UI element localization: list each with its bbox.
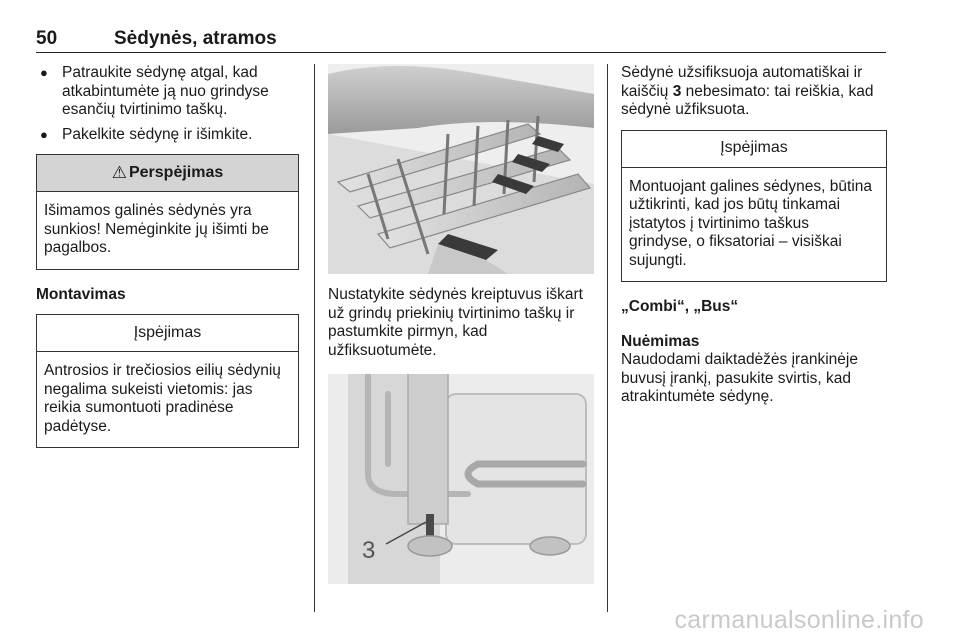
column-divider <box>607 64 608 612</box>
warning-title: Perspėjimas <box>128 163 224 181</box>
page-title: Sėdynės, atramos <box>114 28 277 49</box>
caution-body: Montuojant galines sėdynes, būtina užtikrinti, kad jos būtų tinkamai įstatytos į tvirtinimo taškus grindyse, o fiksatoriai – visiškai sujungti. <box>629 177 872 269</box>
seat-lock-pin-illustration <box>328 374 594 584</box>
column-2 <box>328 64 594 584</box>
subsection-heading: Nuėmimas <box>621 332 700 350</box>
page-header <box>36 26 886 53</box>
bullet-list <box>36 64 299 144</box>
lock-description: Sėdynė užsifiksuoja automatiškai ir kaiščių 3 nebesimato: tai reiškia, kad sėdynė užfiksuota. <box>621 64 874 118</box>
caution-box <box>621 130 887 283</box>
caution-header: Įspėjimas <box>622 131 886 168</box>
warning-header <box>37 155 298 192</box>
watermark: carmanualsonline.info <box>674 606 924 634</box>
caution-box <box>36 314 299 448</box>
column-1 <box>36 64 299 448</box>
bullet-icon: ● <box>40 65 48 80</box>
callout-label: 3 <box>362 537 376 564</box>
bullet-item: ● Pakelkite sėdynę ir išimkite. <box>40 125 253 143</box>
section-heading: Montavimas <box>36 285 126 303</box>
callout-reference: 3 <box>672 82 682 100</box>
section-heading: „Combi“, „Bus“ <box>621 298 739 315</box>
seat-rail-illustration <box>328 64 594 274</box>
removal-text: Naudodami daiktadėžės įrankinėje buvusį įrankį, pasukite svirtis, kad atrakintumėte sėdynę. <box>621 351 858 405</box>
page-number: 50 <box>36 28 58 49</box>
bullet-icon: ● <box>40 126 48 142</box>
column-3 <box>621 64 887 407</box>
caution-body: Antrosios ir trečiosios eilių sėdynių negalima sukeisti vietomis: jas reikia sumontuoti pradinėse padėtyse. <box>44 362 281 435</box>
instruction-text: Nustatykite sėdynės kreiptuvus iškart už grindų priekinių tvirtinimo taškų ir pastumkite pirmyn, kad užfiksuotumėte. <box>328 286 583 359</box>
warning-triangle-icon: ⚠ <box>111 162 127 182</box>
bullet-item: ● Patraukite sėdynę atgal, kad atkabintumėte ją nuo grindyse esančių tvirtinimo taškų. <box>40 64 269 118</box>
warning-box <box>36 154 299 270</box>
warning-body: Išimamos galinės sėdynės yra sunkios! Nemėginkite jų išimti be pagalbos. <box>44 202 269 256</box>
caution-header: Įspėjimas <box>37 315 298 352</box>
column-divider <box>314 64 315 612</box>
